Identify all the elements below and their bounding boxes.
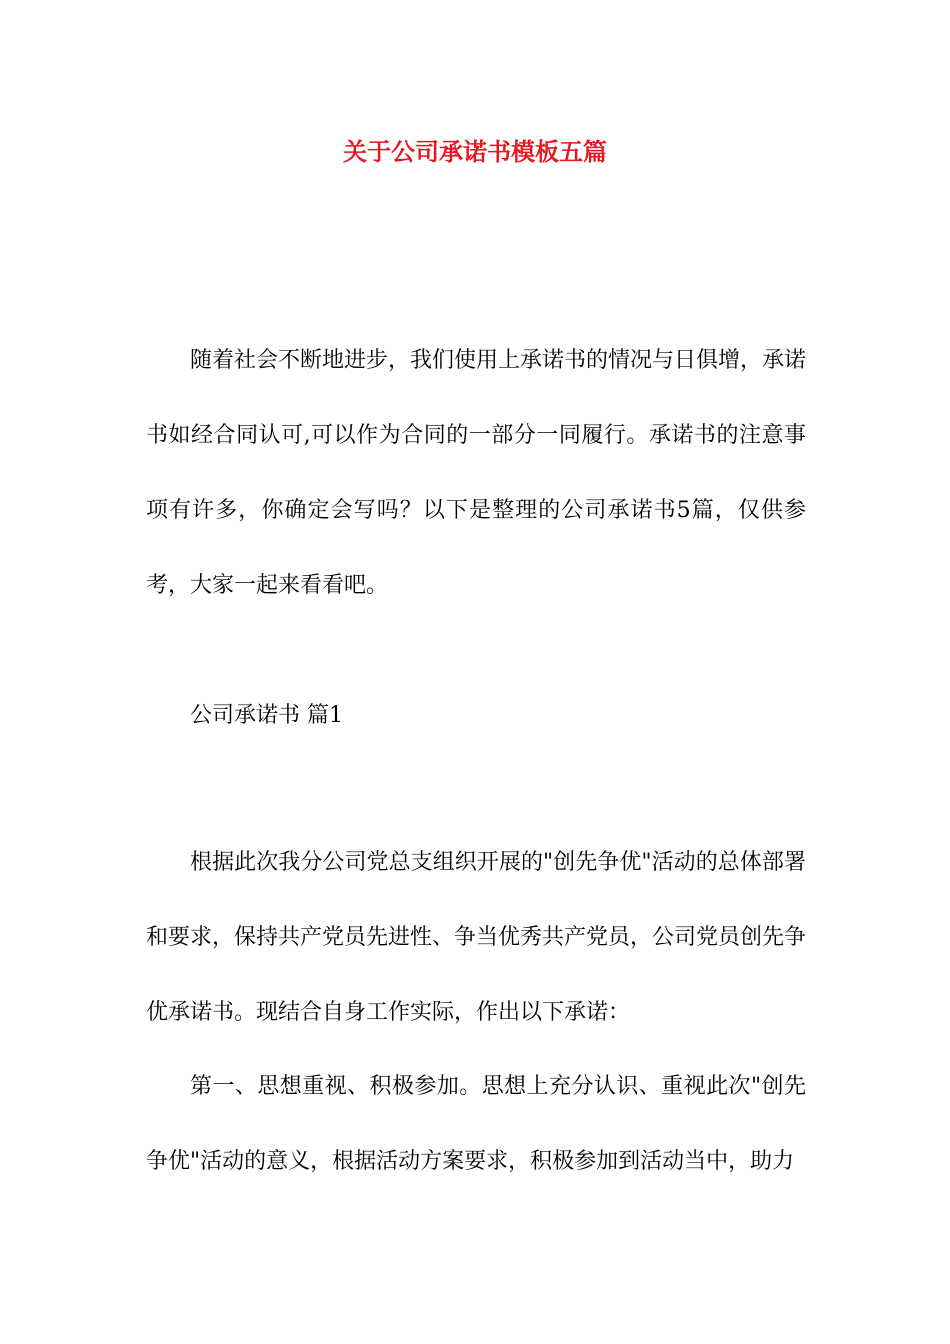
body-paragraph-1: 根据此次我分公司党总支组织开展的"创先争优"活动的总体部署和要求，保持共产党员先进性、争当优秀共产党员，公司党员创先争优承诺书。现结合自身工作实际，作出以下承诺： xyxy=(146,850,807,1025)
document-title: 关于公司承诺书模板五篇 xyxy=(343,137,607,166)
body-paragraph-2: 第一、思想重视、积极参加。思想上充分认识、重视此次"创先争优"活动的意义，根据活动方案要求，积极参加到活动当中，助力 xyxy=(146,1074,806,1174)
section-heading: 公司承诺书 篇1 xyxy=(190,703,343,728)
intro-paragraph: 随着社会不断地进步，我们使用上承诺书的情况与日俱增，承诺书如经合同认可,可以作为合同的一部分一同履行。承诺书的注意事项有许多，你确定会写吗？以下是整理的公司承诺书5篇，仅供参考，大家一起来看看吧。 xyxy=(146,348,807,598)
